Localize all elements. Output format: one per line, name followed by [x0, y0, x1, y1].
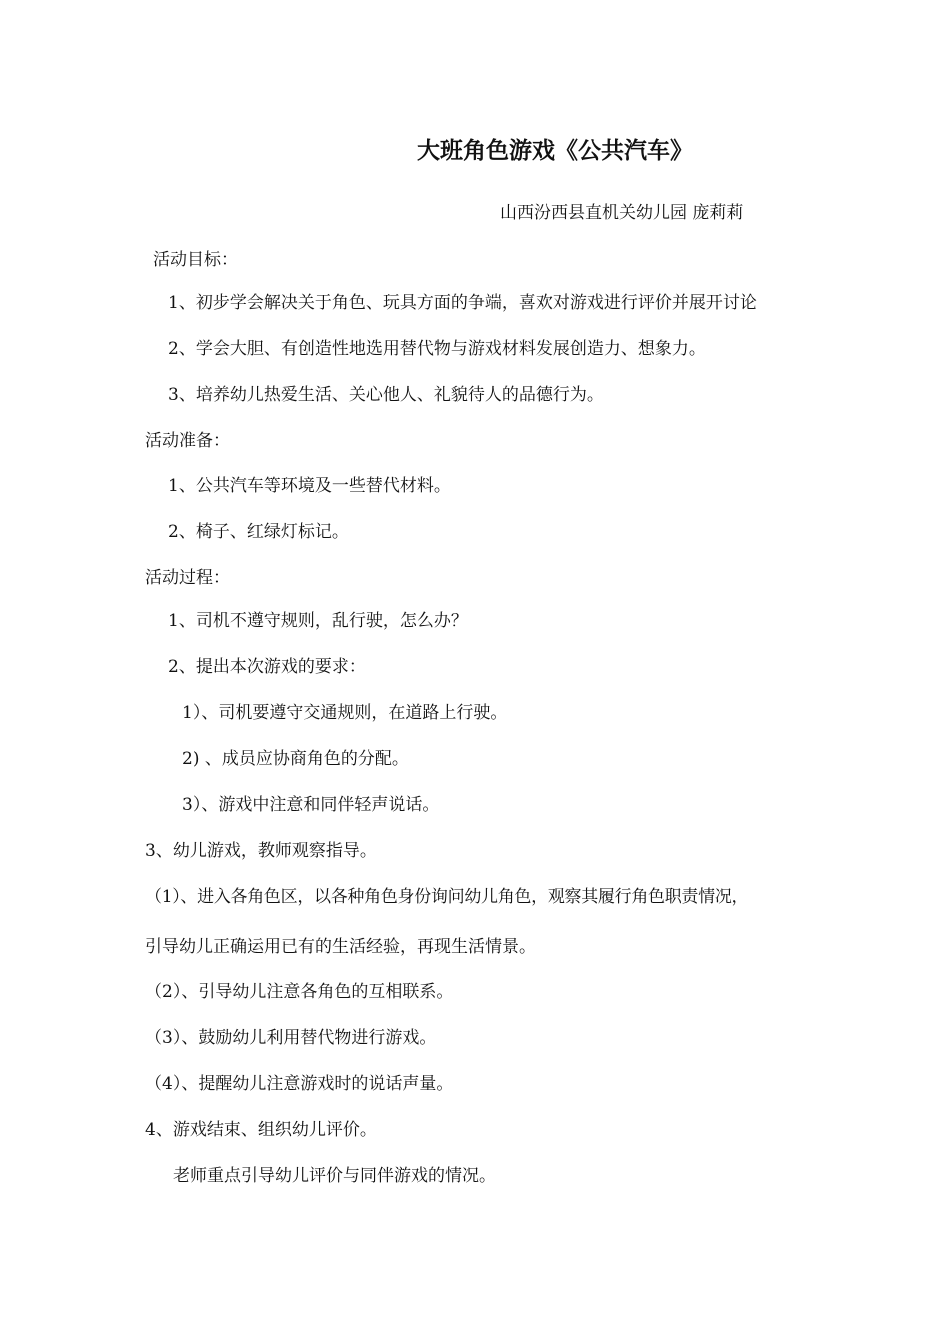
process-subitem: （4）、提醒幼儿注意游戏时的说话声量。 — [145, 1074, 454, 1094]
process-subitem: （1）、进入各角色区，以各种角色身份询问幼儿角色，观察其履行角色职责情况， — [145, 887, 749, 907]
process-note: 老师重点引导幼儿评价与同伴游戏的情况。 — [173, 1166, 496, 1186]
goals-heading: 活动目标： — [153, 250, 238, 270]
process-subitem: 3）、游戏中注意和同伴轻声说话。 — [182, 795, 440, 815]
process-item: 2、提出本次游戏的要求： — [168, 657, 366, 677]
prep-heading: 活动准备： — [145, 431, 230, 451]
goal-item: 1、初步学会解决关于角色、玩具方面的争端，喜欢对游戏进行评价并展开讨论 — [168, 293, 757, 313]
process-subitem: 2) 、成员应协商角色的分配。 — [182, 749, 409, 769]
process-subitem: （2）、引导幼儿注意各角色的互相联系。 — [145, 982, 454, 1002]
process-item: 4、游戏结束、组织幼儿评价。 — [145, 1120, 377, 1140]
process-item: 1、司机不遵守规则，乱行驶，怎么办？ — [168, 611, 468, 631]
process-subitem-continuation: 引导幼儿正确运用已有的生活经验，再现生活情景。 — [145, 937, 536, 957]
author-line: 山西汾西县直机关幼儿园 庞莉莉 — [500, 203, 744, 223]
process-heading: 活动过程： — [145, 568, 230, 588]
document-title: 大班角色游戏《公共汽车》 — [417, 138, 693, 164]
goal-item: 2、学会大胆、有创造性地选用替代物与游戏材料发展创造力、想象力。 — [168, 339, 706, 359]
process-subitem: 1）、司机要遵守交通规则，在道路上行驶。 — [182, 703, 508, 723]
goal-item: 3、培养幼儿热爱生活、关心他人、礼貌待人的品德行为。 — [168, 385, 604, 405]
prep-item: 1、公共汽车等环境及一些替代材料。 — [168, 476, 451, 496]
prep-item: 2、椅子、红绿灯标记。 — [168, 522, 349, 542]
process-subitem: （3）、鼓励幼儿利用替代物进行游戏。 — [145, 1028, 437, 1048]
process-item: 3、幼儿游戏，教师观察指导。 — [145, 841, 377, 861]
